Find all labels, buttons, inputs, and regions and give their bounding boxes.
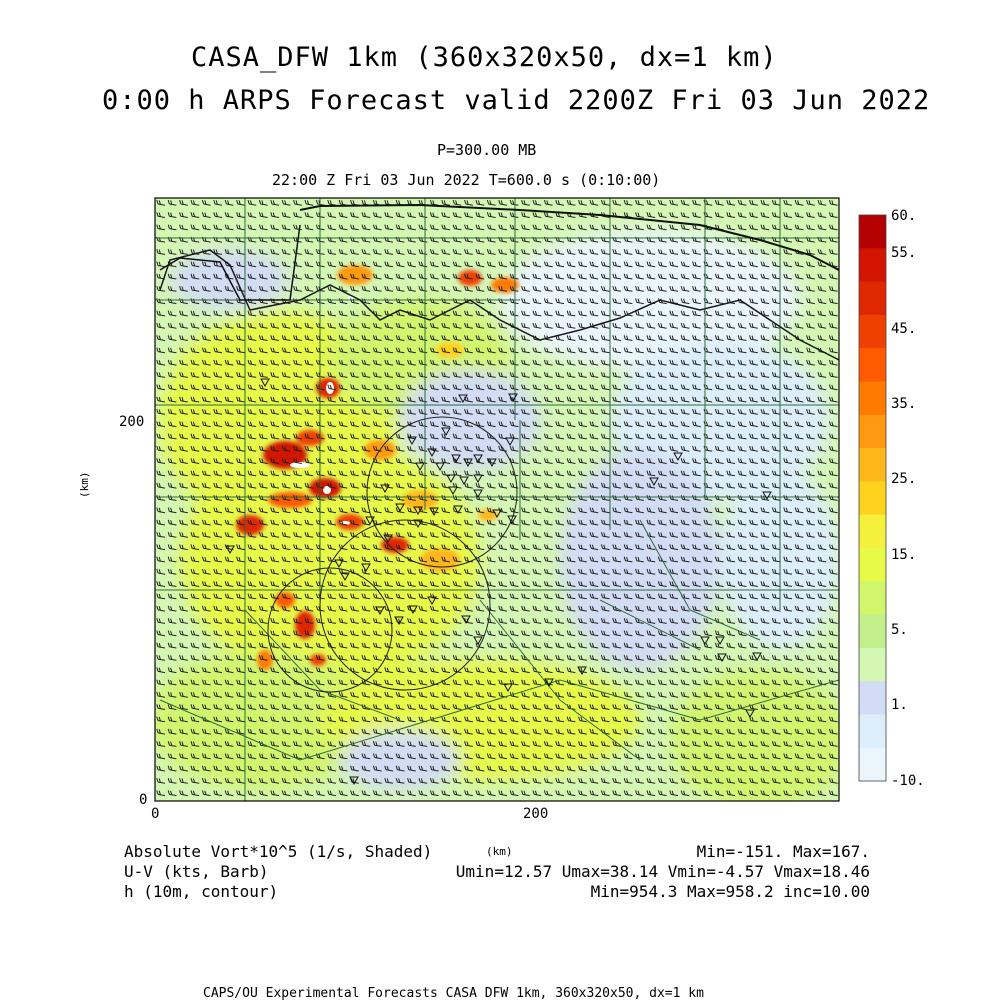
time-label: 22:00 Z Fri 03 Jun 2022 T=600.0 s (0:10:00) [272,171,661,189]
footer-credit: CAPS/OU Experimental Forecasts CASA DFW 1km, 360x320x50, dx=1 km [203,986,704,1001]
colorbar-label-15: 15. [891,547,917,563]
title-line-1: CASA_DFW 1km (360x320x50, dx=1 km) [191,42,778,73]
x-tick-200: 200 [523,806,549,822]
colorbar-swatch [859,481,886,515]
colorbar-swatch [859,381,886,415]
title-line-2: 0:00 h ARPS Forecast valid 2200Z Fri 03 Jun 2022 [102,85,931,116]
x-axis-label: (km) [486,845,513,858]
colorbar-label-35: 35. [891,396,917,412]
colorbar-swatch [859,714,886,748]
pressure-label: P=300.00 MB [437,141,537,159]
colorbar-swatch [859,448,886,482]
stats-height: Min=954.3 Max=958.2 inc=10.00 [590,882,870,901]
x-tick-0: 0 [151,806,160,822]
colorbar-swatch [859,248,886,282]
colorbar-label-minus10: -10. [891,773,925,789]
colorbar-label-1: 1. [891,697,908,713]
colorbar-label-5: 5. [891,622,908,638]
colorbar-swatch [859,615,886,649]
colorbar-swatch [859,648,886,682]
colorbar-swatch [859,315,886,349]
colorbar-label-55: 55. [891,245,917,261]
colorbar-swatch [859,415,886,449]
colorbar-swatch [859,348,886,382]
colorbar-swatch [859,681,886,715]
colorbar-label-45: 45. [891,321,917,337]
colorbar-label-60: 60. [891,208,917,224]
colorbar-swatch [859,748,886,782]
colorbar-swatch [859,215,886,249]
stats-vorticity: Min=-151. Max=167. [696,842,870,861]
y-axis-label: (km) [78,471,91,498]
y-tick-0: 0 [139,792,148,808]
stats-wind: Umin=12.57 Umax=38.14 Vmin=-4.57 Vmax=18.46 [455,862,870,881]
legend-wind: U-V (kts, Barb) [124,862,269,881]
colorbar-swatch [859,515,886,549]
colorbar-swatch [859,548,886,582]
legend-vorticity: Absolute Vort*10^5 (1/s, Shaded) [124,842,433,861]
legend-height: h (10m, contour) [124,882,279,901]
colorbar-swatch [859,282,886,316]
y-tick-200: 200 [119,414,145,430]
colorbar-label-25: 25. [891,471,917,487]
colorbar [859,215,886,782]
colorbar-swatch [859,581,886,615]
